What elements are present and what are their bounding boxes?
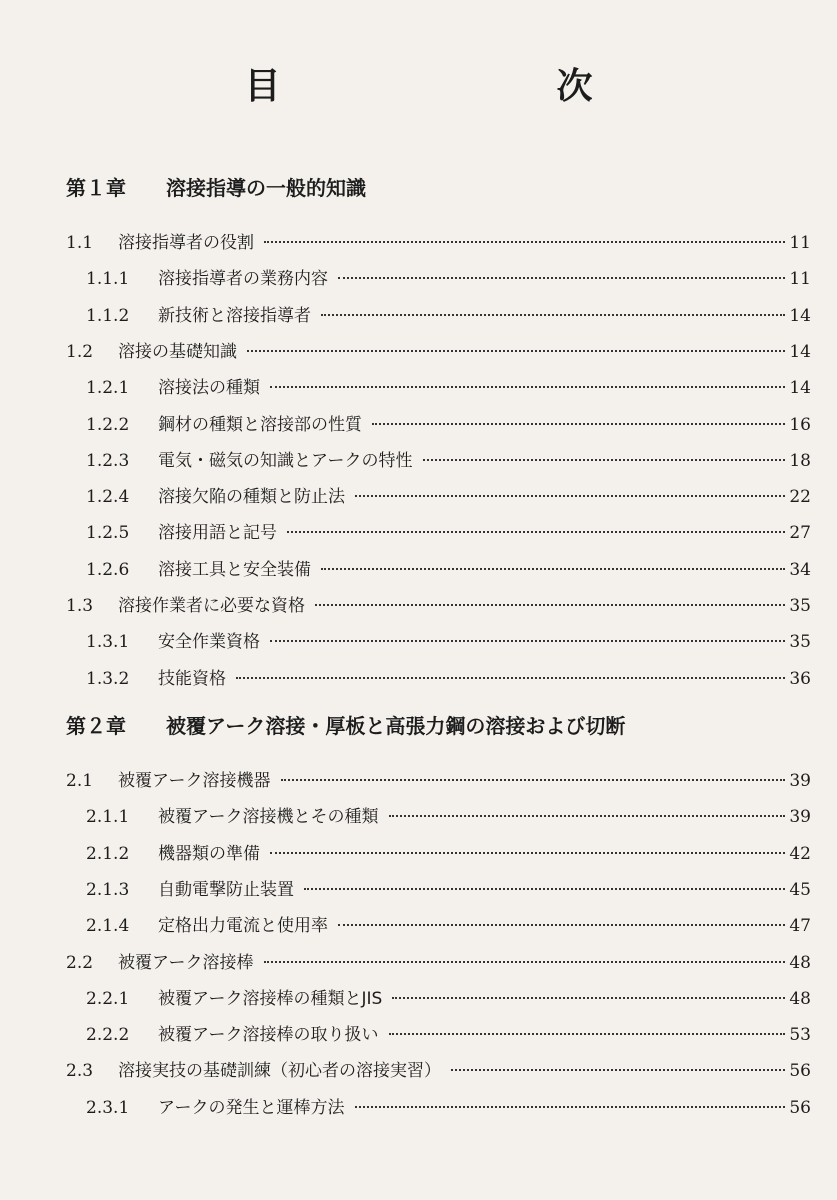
dot-leader bbox=[451, 1069, 785, 1071]
section-number: 1.3.1 bbox=[86, 632, 130, 653]
section-title: 安全作業資格 bbox=[158, 632, 260, 653]
section-title: 鋼材の種類と溶接部の性質 bbox=[158, 414, 362, 435]
dot-leader bbox=[321, 568, 785, 570]
section-number: 1.2.6 bbox=[86, 559, 130, 580]
toc-section-row bbox=[66, 1056, 811, 1082]
page-number: 42 bbox=[789, 843, 811, 864]
page-number: 11 bbox=[789, 269, 811, 290]
dot-leader bbox=[270, 386, 785, 388]
section-title: 溶接法の種類 bbox=[158, 378, 260, 399]
toc-subsection-row bbox=[86, 446, 811, 472]
dot-leader bbox=[338, 924, 785, 926]
dot-leader bbox=[281, 779, 786, 781]
chapter-heading bbox=[66, 172, 366, 201]
page-number: 14 bbox=[789, 305, 811, 326]
page-number: 22 bbox=[789, 487, 811, 508]
dot-leader bbox=[389, 1033, 786, 1035]
dot-leader bbox=[315, 604, 785, 606]
dot-leader bbox=[423, 459, 786, 461]
page-number: 56 bbox=[789, 1097, 811, 1118]
toc-subsection-row bbox=[86, 518, 811, 544]
page-number: 39 bbox=[789, 807, 811, 828]
dot-leader bbox=[304, 888, 785, 890]
chapter-number: 第２章 bbox=[66, 714, 126, 738]
toc-subsection-row bbox=[86, 984, 811, 1010]
section-title: 被覆アーク溶接機器 bbox=[118, 771, 271, 791]
section-number: 1.1.2 bbox=[86, 305, 130, 326]
section-title: 溶接作業者に必要な資格 bbox=[118, 596, 305, 616]
section-title: アークの発生と運棒方法 bbox=[158, 1097, 345, 1118]
section-number: 2.2.1 bbox=[86, 988, 130, 1009]
page-number: 14 bbox=[789, 341, 811, 362]
chapter-heading bbox=[66, 710, 625, 739]
section-title: 溶接工具と安全装備 bbox=[158, 559, 311, 580]
page-number: 16 bbox=[789, 414, 811, 435]
section-title: 溶接指導者の業務内容 bbox=[158, 269, 328, 290]
dot-leader bbox=[247, 350, 785, 352]
toc-subsection-row bbox=[86, 911, 811, 937]
section-title: 定格出力電流と使用率 bbox=[158, 916, 328, 937]
dot-leader bbox=[392, 997, 785, 999]
section-number: 2.2.2 bbox=[86, 1025, 130, 1046]
section-title: 自動電撃防止装置 bbox=[158, 879, 294, 900]
toc-subsection-row bbox=[86, 555, 811, 581]
section-title: 溶接用語と記号 bbox=[158, 523, 277, 544]
dot-leader bbox=[355, 495, 785, 497]
page-number: 35 bbox=[789, 632, 811, 653]
page-number: 39 bbox=[789, 771, 811, 791]
page-number: 36 bbox=[789, 668, 811, 689]
toc-subsection-row bbox=[86, 839, 811, 865]
dot-leader bbox=[270, 640, 785, 642]
toc-section-row bbox=[66, 228, 811, 254]
section-title: 電気・磁気の知識とアークの特性 bbox=[158, 450, 413, 471]
toc-subsection-row bbox=[86, 301, 811, 327]
page-number: 27 bbox=[789, 523, 811, 544]
page-number: 34 bbox=[789, 559, 811, 580]
dot-leader bbox=[287, 531, 785, 533]
section-number: 1.2 bbox=[66, 341, 94, 362]
section-number: 1.2.2 bbox=[86, 414, 130, 435]
section-title: 被覆アーク溶接棒 bbox=[118, 952, 254, 973]
toc-subsection-row bbox=[86, 410, 811, 436]
toc-subsection-row bbox=[86, 1020, 811, 1046]
toc-subsection-row bbox=[86, 482, 811, 508]
section-number: 1.3 bbox=[66, 596, 94, 616]
page-number: 18 bbox=[789, 450, 811, 471]
chapter-title: 溶接指導の一般的知識 bbox=[166, 176, 366, 200]
page-number: 56 bbox=[789, 1061, 811, 1082]
section-number: 2.3.1 bbox=[86, 1097, 130, 1118]
toc-section-row bbox=[66, 591, 811, 617]
toc-subsection-row bbox=[86, 664, 811, 690]
dot-leader bbox=[355, 1106, 786, 1108]
page-number: 53 bbox=[789, 1025, 811, 1046]
toc-subsection-row bbox=[86, 627, 811, 653]
section-number: 2.1.3 bbox=[86, 879, 130, 900]
page-number: 35 bbox=[789, 596, 811, 616]
section-number: 2.3 bbox=[66, 1061, 94, 1082]
dot-leader bbox=[270, 852, 785, 854]
page-number: 47 bbox=[789, 916, 811, 937]
toc-subsection-row bbox=[86, 373, 811, 399]
dot-leader bbox=[321, 314, 785, 316]
page-number: 11 bbox=[789, 233, 811, 253]
page-number: 14 bbox=[789, 378, 811, 399]
section-number: 1.1.1 bbox=[86, 269, 130, 290]
section-title: 被覆アーク溶接棒の種類とJIS bbox=[158, 988, 383, 1009]
section-number: 1.2.5 bbox=[86, 523, 130, 544]
page-number: 48 bbox=[789, 988, 811, 1009]
section-title: 溶接の基礎知識 bbox=[118, 341, 237, 362]
toc-section-row bbox=[66, 337, 811, 363]
toc-subsection-row bbox=[86, 875, 811, 901]
section-title: 溶接実技の基礎訓練（初心者の溶接実習） bbox=[118, 1061, 441, 1082]
dot-leader bbox=[264, 961, 786, 963]
section-title: 機器類の準備 bbox=[158, 843, 260, 864]
section-title: 技能資格 bbox=[158, 668, 226, 689]
section-number: 1.3.2 bbox=[86, 668, 130, 689]
toc-section-row bbox=[66, 766, 811, 792]
section-number: 1.2.1 bbox=[86, 378, 130, 399]
section-number: 1.1 bbox=[66, 233, 94, 253]
section-number: 1.2.4 bbox=[86, 487, 130, 508]
page-title: 目 次 bbox=[244, 65, 713, 107]
section-title: 被覆アーク溶接棒の取り扱い bbox=[158, 1025, 379, 1046]
section-number: 2.1.1 bbox=[86, 807, 130, 828]
dot-leader bbox=[236, 677, 785, 679]
dot-leader bbox=[389, 815, 786, 817]
dot-leader bbox=[372, 423, 785, 425]
toc-subsection-row bbox=[86, 1093, 811, 1119]
chapter-title: 被覆アーク溶接・厚板と高張力鋼の溶接および切断 bbox=[166, 714, 626, 738]
section-number: 2.1 bbox=[66, 771, 94, 791]
toc-subsection-row bbox=[86, 264, 811, 290]
section-number: 2.2 bbox=[66, 952, 94, 973]
toc-section-row bbox=[66, 948, 811, 974]
section-title: 被覆アーク溶接機とその種類 bbox=[158, 807, 379, 828]
dot-leader bbox=[264, 241, 785, 243]
section-number: 2.1.2 bbox=[86, 843, 130, 864]
section-number: 1.2.3 bbox=[86, 450, 130, 471]
chapter-number: 第１章 bbox=[66, 176, 126, 200]
page-number: 45 bbox=[789, 879, 811, 900]
page-number: 48 bbox=[789, 952, 811, 973]
section-number: 2.1.4 bbox=[86, 916, 130, 937]
dot-leader bbox=[338, 277, 785, 279]
section-title: 新技術と溶接指導者 bbox=[158, 305, 311, 326]
toc-subsection-row bbox=[86, 802, 811, 828]
section-title: 溶接欠陥の種類と防止法 bbox=[158, 487, 345, 508]
section-title: 溶接指導者の役割 bbox=[118, 233, 254, 253]
